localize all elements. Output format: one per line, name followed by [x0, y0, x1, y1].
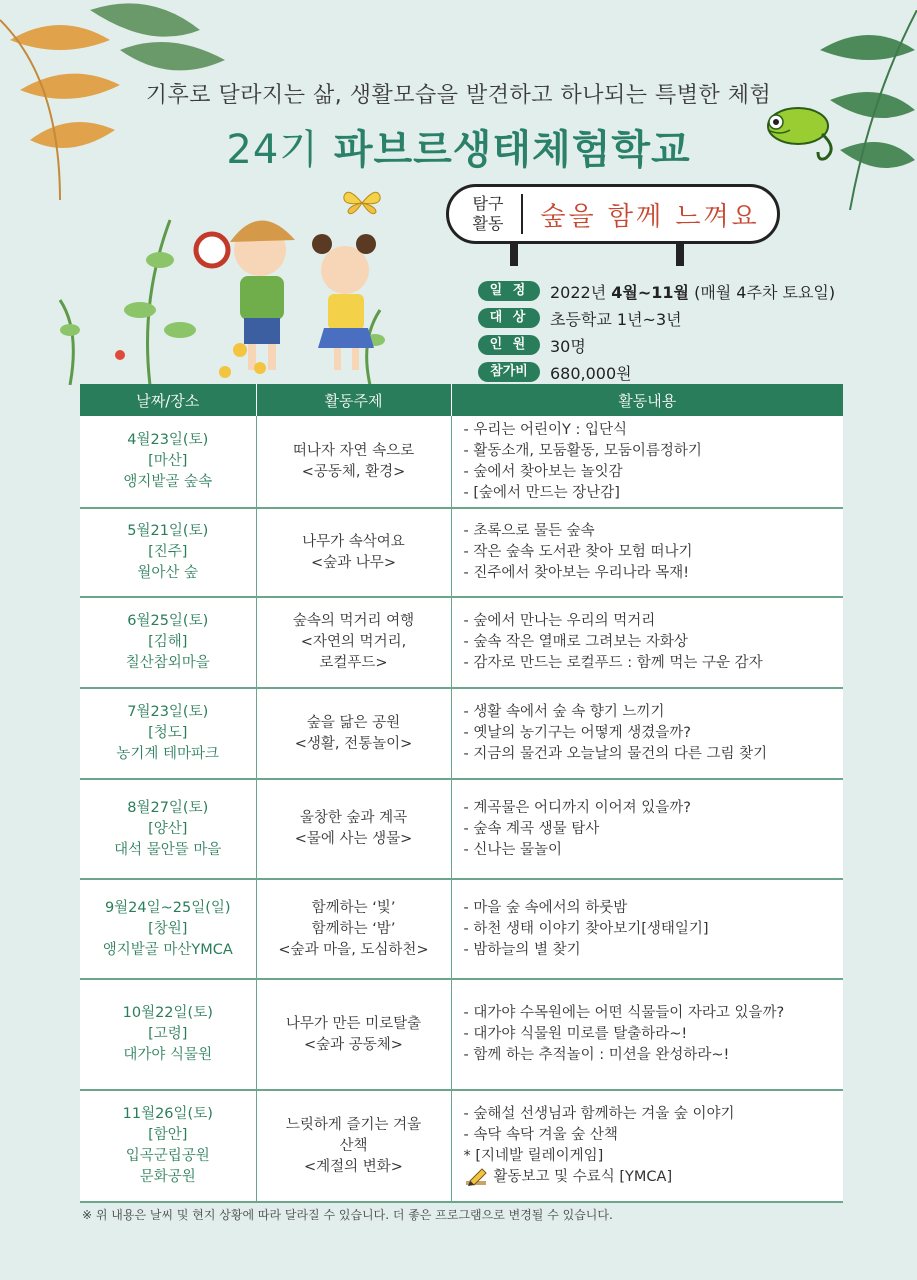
theme-text: <물에 사는 생물> [294, 831, 413, 847]
theme-text: <계절의 변화> [304, 1158, 403, 1175]
region-text: [함안] [148, 1127, 188, 1143]
region-text: [창원] [148, 920, 188, 937]
region-text: [마산] [148, 453, 188, 469]
cell-theme [256, 879, 451, 979]
cell-date [80, 597, 256, 688]
date-text: 6월25일(토) [127, 613, 209, 629]
activity-item: - 초록으로 물든 숲속 [463, 523, 595, 539]
activity-item: - 대가야 수목원에는 어떤 식물들이 자라고 있을까? [463, 1005, 785, 1021]
kids-explorer-illustration [40, 200, 400, 385]
fee-value: 680,000원 [550, 363, 632, 383]
date-text: 9월24일~25일(일) [104, 899, 231, 916]
place-text: 칠산참외마을 [125, 655, 210, 671]
place-text: 앵지밭골 숲속 [123, 474, 213, 490]
cell-activities [451, 779, 843, 879]
cell-theme [256, 779, 451, 879]
activity-item: - 함께 하는 추적놀이 : 미션을 완성하라~! [463, 1047, 730, 1063]
activity-item: - 감자로 만드는 로컬푸드 : 함께 먹는 구운 감자 [463, 655, 763, 671]
page-title [0, 118, 917, 175]
activity-item: - 우리는 어린이Y : 입단식 [463, 421, 627, 438]
cell-activities [451, 597, 843, 688]
theme-text: <숲과 공동체> [304, 1036, 403, 1053]
people-badge: 인 원 [478, 335, 540, 355]
theme-text: <공동체, 환경> [301, 463, 406, 480]
table-row [80, 597, 843, 688]
theme-text: 숲을 닮은 공원 [306, 714, 401, 731]
footnote: ※ 위 내용은 날씨 및 현지 상황에 따라 달라질 수 있습니다. 더 좋은 프로그램으로 변경될 수 있습니다. [82, 1208, 613, 1222]
table-row [80, 979, 843, 1090]
date-text: 7월23일(토) [127, 704, 209, 720]
place-text: 문화공원 [139, 1169, 196, 1185]
table-row [80, 1090, 843, 1202]
info-panel [478, 278, 835, 386]
cell-theme [256, 508, 451, 597]
theme-text: <숲과 마을, 도심하천> [278, 941, 429, 958]
region-text: [김해] [148, 634, 188, 650]
cell-date [80, 879, 256, 979]
header-date: 날짜/장소 [80, 384, 256, 416]
table-row [80, 779, 843, 879]
theme-text: 나무가 만든 미로탈출 [285, 1015, 422, 1032]
header-theme: 활동주제 [256, 384, 451, 416]
region-text: [진주] [148, 544, 188, 560]
table-row [80, 688, 843, 779]
activity-item: * [지네발 릴레이게임] [463, 1148, 604, 1164]
target-badge: 대 상 [478, 308, 540, 328]
activity-item: - 신나는 물놀이 [463, 841, 562, 858]
title-generation: 24기 [226, 127, 319, 173]
table-header-row [80, 384, 843, 416]
activity-item: - 진주에서 찾아보는 우리나라 목재! [463, 565, 690, 581]
fee-badge: 참가비 [478, 362, 540, 382]
cell-date [80, 1090, 256, 1202]
activity-item: - 속닥 속닥 겨울 숲 산책 [463, 1127, 618, 1143]
place-text: 농기계 테마파크 [116, 746, 220, 762]
schedule-value [550, 280, 835, 303]
table-row [80, 508, 843, 597]
activity-item-with-icon [464, 1167, 844, 1188]
activity-item: - 숲해설 선생님과 함께하는 겨울 숲 이야기 [463, 1106, 735, 1122]
cell-activities [451, 416, 843, 508]
schedule-suffix: (매월 4주차 토요일) [688, 282, 836, 302]
schedule-prefix: 2022년 [550, 282, 612, 302]
cell-theme [256, 979, 451, 1090]
cell-date [80, 416, 256, 508]
target-value: 초등학교 1년~3년 [550, 309, 682, 329]
page-subtitle: 기후로 달라지는 삶, 생활모습을 발견하고 하나되는 특별한 체험 [145, 83, 772, 108]
activity-item: - 밤하늘의 별 찾기 [463, 941, 581, 958]
cell-theme [256, 597, 451, 688]
table-row [80, 416, 843, 508]
activity-item: - 하천 생태 이야기 찾아보기[생태일기] [463, 920, 709, 937]
activity-item: - 옛날의 농기구는 어떻게 생겼을까? [463, 725, 691, 741]
region-text: [청도] [148, 725, 188, 741]
theme-text: 느릿하게 즐기는 겨울 [285, 1116, 422, 1133]
title-main: 파브르생태체험학교 [333, 127, 691, 173]
info-row-target [478, 305, 835, 331]
cell-date [80, 508, 256, 597]
cell-activities [451, 688, 843, 779]
cell-activities [451, 508, 843, 597]
cell-date [80, 779, 256, 879]
schedule-table [80, 384, 843, 1203]
theme-text: 산책 [339, 1137, 368, 1154]
info-row-fee [478, 359, 835, 385]
banner-label-line2: 활동 [472, 214, 504, 233]
cell-activities [451, 979, 843, 1090]
place-text: 대석 물안뜰 마을 [114, 841, 222, 858]
theme-text: <숲과 나무> [311, 554, 396, 571]
banner-text: 숲을 함께 느껴요 [540, 201, 760, 232]
theme-text: 나무가 속삭여요 [302, 533, 405, 550]
place-text: 대가야 식물원 [123, 1047, 213, 1063]
activity-item: - 숲에서 찾아보는 놀잇감 [463, 463, 623, 480]
place-text: 월아산 숲 [137, 565, 199, 581]
activity-banner [446, 184, 780, 244]
cell-activities [451, 1090, 843, 1202]
cell-activities [451, 879, 843, 979]
date-text: 4월23일(토) [127, 432, 209, 448]
activity-item: - 숲속 계곡 생물 탐사 [463, 820, 600, 837]
theme-text: 떠나자 자연 속으로 [292, 442, 415, 459]
banner-label [461, 194, 523, 234]
info-row-schedule [478, 278, 835, 304]
theme-text: 숲속의 먹거리 여행 [292, 613, 415, 629]
region-text: [양산] [148, 820, 188, 837]
activity-item: - 대가야 식물원 미로를 탈출하라~! [463, 1026, 688, 1042]
cell-date [80, 979, 256, 1090]
activity-item: - 계곡물은 어디까지 이어져 있을까? [463, 799, 691, 816]
activity-item: - 활동소개, 모둠활동, 모둠이름정하기 [463, 442, 702, 459]
place-text: 앵지밭골 마산YMCA [102, 941, 233, 958]
banner-leg [676, 244, 684, 266]
date-text: 10월22일(토) [122, 1005, 213, 1021]
theme-text: <자연의 먹거리, [300, 634, 407, 650]
pencil-icon [464, 1167, 490, 1187]
schedule-badge: 일 정 [478, 281, 540, 301]
theme-text: 함께하는 ‘빛’ [311, 899, 396, 916]
banner-label-line1: 탐구 [472, 194, 504, 213]
activity-item: - [숲에서 만드는 장난감] [463, 484, 620, 501]
theme-text: <생활, 전통놀이> [294, 735, 413, 752]
activity-item: - 숲속 작은 열매로 그려보는 자화상 [463, 634, 688, 650]
schedule-months: 4월~11월 [611, 282, 689, 302]
info-row-people [478, 332, 835, 358]
cell-date [80, 688, 256, 779]
theme-text: 로컬푸드> [319, 655, 388, 671]
date-text: 5월21일(토) [127, 523, 209, 539]
theme-text: 울창한 숲과 계곡 [299, 810, 408, 826]
activity-item: - 마을 숲 속에서의 하룻밤 [463, 899, 628, 916]
cell-theme [256, 416, 451, 508]
date-text: 11월26일(토) [122, 1106, 213, 1122]
date-text: 8월27일(토) [127, 799, 209, 816]
banner-leg [510, 244, 518, 266]
activity-item: - 지금의 물건과 오늘날의 물건의 다른 그림 찾기 [463, 746, 768, 762]
cell-theme [256, 688, 451, 779]
table-row [80, 879, 843, 979]
header-activities: 활동내용 [451, 384, 843, 416]
place-text: 입곡군립공원 [125, 1148, 210, 1164]
activity-item: - 생활 속에서 숲 속 향기 느끼기 [463, 704, 665, 720]
region-text: [고령] [148, 1026, 188, 1042]
activity-item: - 숲에서 만나는 우리의 먹거리 [463, 613, 656, 629]
activity-item: - 작은 숲속 도서관 찾아 모험 떠나기 [463, 544, 693, 560]
activity-item-text: 활동보고 및 수료식 [YMCA] [493, 1169, 673, 1185]
theme-text: 함께하는 ‘밤’ [311, 920, 396, 937]
people-value: 30명 [550, 336, 586, 356]
cell-theme [256, 1090, 451, 1202]
